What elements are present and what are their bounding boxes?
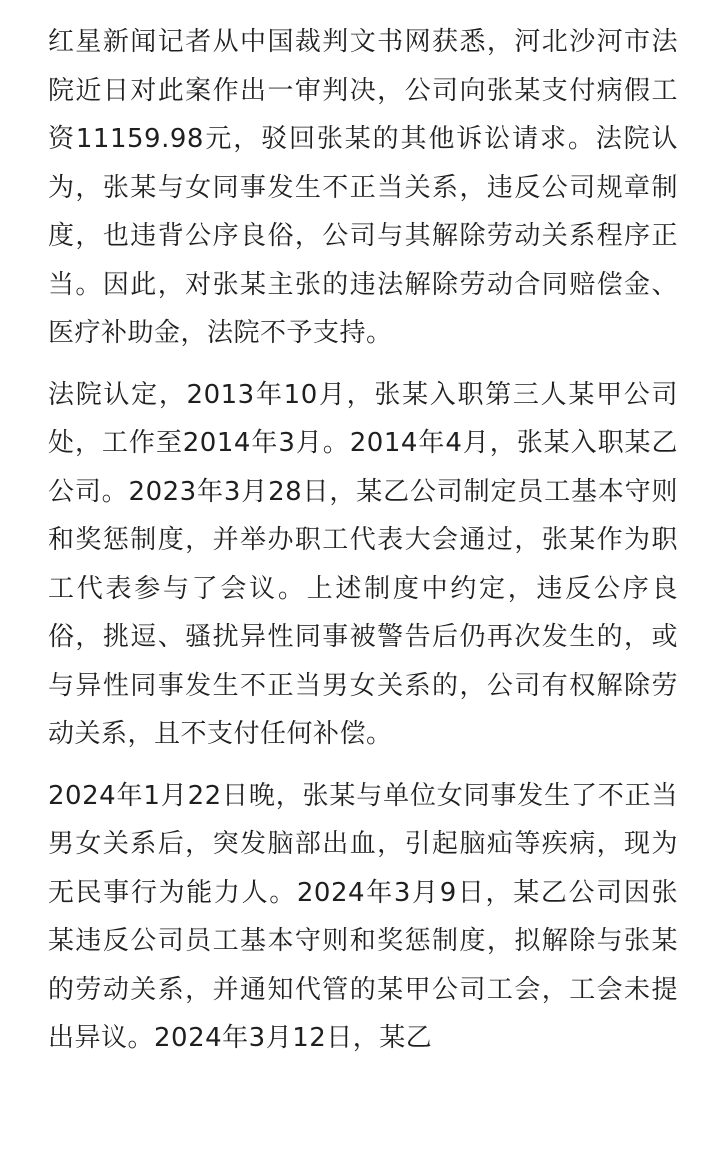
article-paragraph-3: 2024年1月22日晚，张某与单位女同事发生了不正当男女关系后，突发脑部出血，引起脑疝等疾病，现为无民事行为能力人。2024年3月9日，某乙公司因张某违反公司员工基本守则和奖惩制度，拟解除与张某的劳动关系，并通知代管的某甲公司工会，工会未提出异议。2024年3月12日，某乙: [48, 780, 678, 1053]
article-paragraph-2: 法院认定，2013年10月，张某入职第三人某甲公司处，工作至2014年3月。2014年4月，张某入职某乙公司。2023年3月28日，某乙公司制定员工基本守则和奖惩制度，并举办职工代表大会通过，张某作为职工代表参与了会议。上述制度中约定，违反公序良俗，挑逗、骚扰异性同事被警告后仍再次发生的，或与异性同事发生不正当男女关系的，公司有权解除劳动关系，且不支付任何补偿。: [48, 379, 678, 749]
article-body: [48, 18, 678, 1063]
article-paragraph-1: 红星新闻记者从中国裁判文书网获悉，河北沙河市法院近日对此案作出一审判决，公司向张某支付病假工资11159.98元，驳回张某的其他诉讼请求。法院认为，张某与女同事发生不正当关系，违反公司规章制度，也违背公序良俗，公司与其解除劳动关系程序正当。因此，对张某主张的违法解除劳动合同赔偿金、医疗补助金，法院不予支持。: [48, 27, 678, 348]
